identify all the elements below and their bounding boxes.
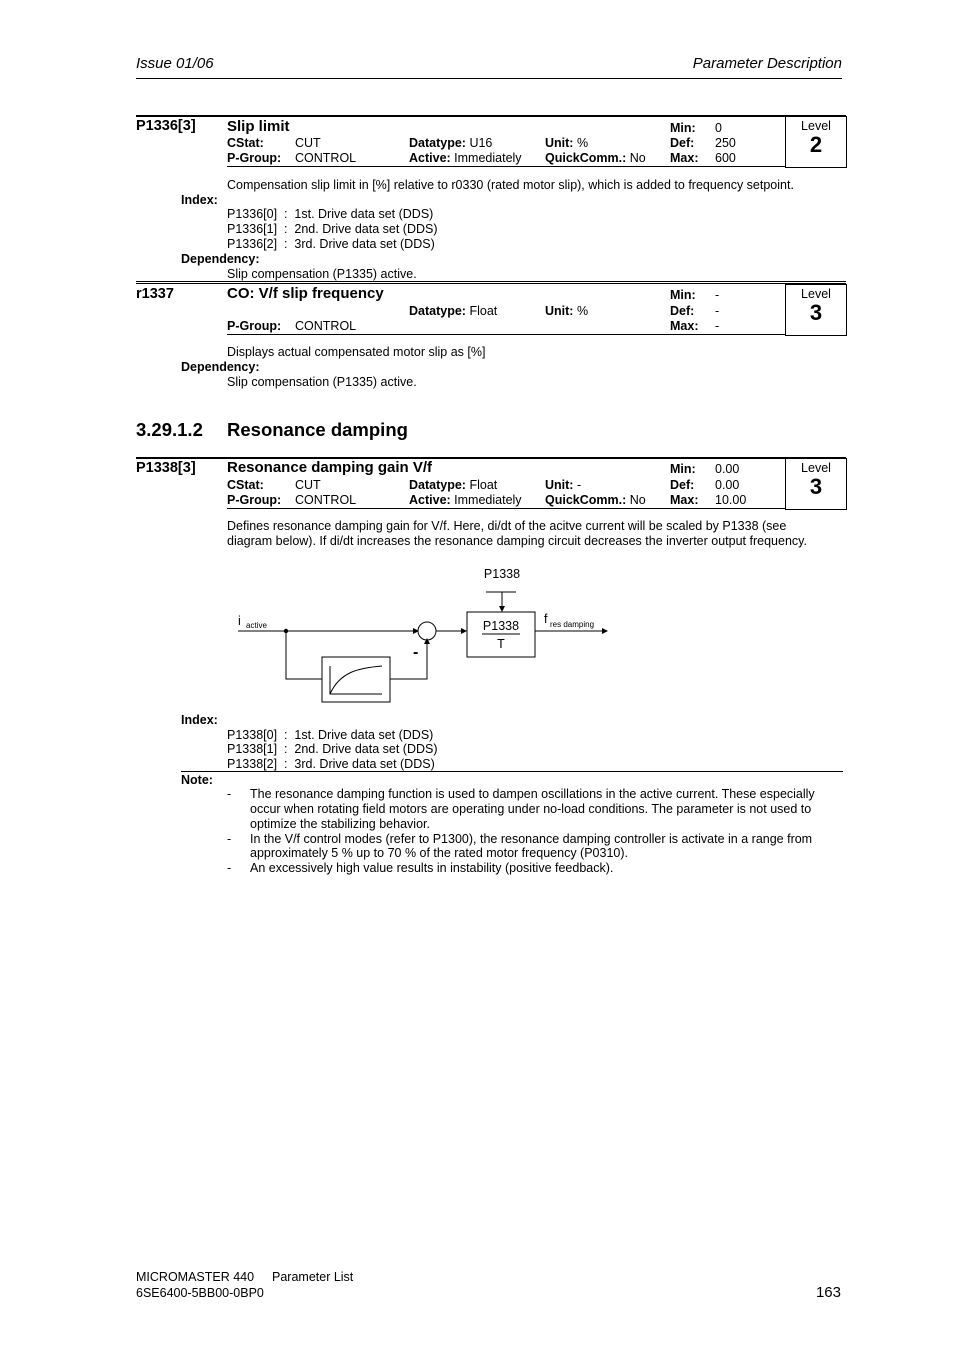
active-label: Active:: [409, 151, 451, 165]
input-signal-label: [238, 614, 241, 628]
param-title: Resonance damping gain V/f: [227, 459, 433, 476]
active-value: Immediately: [454, 493, 522, 507]
param-header-rule: [227, 508, 785, 509]
def-label: Def:: [670, 478, 695, 492]
header-issue: Issue 01/06: [136, 55, 214, 72]
index-item: P1336[0] : 1st. Drive data set (DDS): [227, 207, 434, 221]
note-line: The resonance damping function is used to dampen oscillations in the active current. These especially: [250, 787, 815, 801]
note-line: occur when rotating field motors are operating under no-load conditions. The parameter is not used to: [250, 802, 812, 816]
unit: [545, 136, 588, 150]
unit-label: Unit:: [545, 304, 574, 318]
max-label: Max:: [670, 493, 699, 507]
max-value: 10.00: [715, 493, 747, 507]
min-value: 0.00: [715, 462, 740, 476]
cstat-label: CStat:: [227, 478, 264, 492]
output-signal-sub: res damping: [550, 620, 595, 629]
quickcomm-label: QuickComm.:: [545, 493, 627, 507]
note-bullet: -: [227, 787, 232, 801]
quickcomm-value: No: [629, 493, 646, 507]
unit: [545, 478, 581, 492]
unit-value: %: [576, 304, 589, 318]
max-label: Max:: [670, 319, 699, 333]
index-item: P1338[0] : 1st. Drive data set (DDS): [227, 728, 434, 742]
param-title: CO: V/f slip frequency: [227, 285, 384, 302]
param-description-line: diagram below). If di/dt increases the resonance damping circuit decreases the inverter output frequency.: [227, 534, 807, 548]
param-id: P1338[3]: [136, 460, 196, 476]
pgroup-value: CONTROL: [295, 319, 357, 333]
transfer-block-denominator: T: [497, 637, 505, 651]
quickcomm-value: No: [629, 151, 646, 165]
note-line: An excessively high value results in instability (positive feedback).: [250, 861, 614, 875]
datatype-value: Float: [469, 478, 498, 492]
param-top-rule-2: [136, 283, 846, 284]
footer-product: MICROMASTER 440: [136, 1270, 255, 1284]
pgroup-label: P-Group:: [227, 151, 282, 165]
feedback-line-in: [286, 631, 322, 679]
index-item: P1338[2] : 3rd. Drive data set (DDS): [227, 757, 435, 771]
parameter-arrow-head: [499, 606, 505, 612]
min-label: Min:: [670, 462, 696, 476]
output-signal-main: f: [544, 612, 548, 626]
diagram-top-label: P1338: [483, 567, 521, 581]
header-rule: [136, 78, 842, 79]
max-label: Max:: [670, 151, 699, 165]
note-label: Note:: [181, 773, 213, 787]
section-title: Resonance damping: [227, 419, 408, 440]
minus-sign: -: [413, 644, 419, 661]
input-signal-main: i: [238, 614, 241, 628]
param-id: r1337: [136, 286, 174, 302]
min-label: Min:: [670, 288, 696, 302]
note-bullet: -: [227, 861, 232, 875]
datatype: [409, 304, 497, 318]
index-label: Index:: [181, 713, 218, 727]
filter-block: [322, 657, 390, 702]
min-value: -: [715, 288, 720, 302]
header-section-title: Parameter Description: [692, 55, 842, 72]
input-signal-sub: active: [246, 621, 267, 630]
max-value: -: [715, 319, 720, 333]
param-title: Slip limit: [227, 118, 290, 135]
page-number: 163: [815, 1284, 841, 1301]
level-label: Level: [801, 287, 831, 301]
level-number: 2: [809, 132, 823, 157]
summing-junction: [418, 622, 436, 640]
quickcomm: [545, 493, 646, 507]
param-top-rule: [136, 281, 846, 282]
level-label: Level: [801, 119, 831, 133]
level-box: [785, 116, 847, 168]
param-description-line: Defines resonance damping gain for V/f. Here, di/dt of the acitve current will be scaled by P1338 (see: [227, 519, 787, 533]
def-value: -: [715, 304, 720, 318]
level-box: [785, 284, 847, 336]
dependency-text: Slip compensation (P1335) active.: [227, 375, 417, 389]
index-item: P1338[1] : 2nd. Drive data set (DDS): [227, 742, 438, 756]
quickcomm-label: QuickComm.:: [545, 151, 627, 165]
output-arrow-head: [602, 628, 608, 634]
param-header-rule: [227, 334, 785, 335]
unit-label: Unit:: [545, 136, 574, 150]
def-value: 0.00: [715, 478, 740, 492]
datatype: [409, 478, 497, 492]
index-label: Index:: [181, 193, 218, 207]
transfer-block-numerator: P1338: [482, 619, 520, 633]
unit-value: -: [576, 478, 582, 492]
cstat-value: CUT: [295, 478, 321, 492]
param-top-rule: [136, 115, 846, 117]
level-box: [785, 458, 847, 510]
def-value: 250: [715, 136, 736, 150]
pgroup-value: CONTROL: [295, 151, 357, 165]
min-label: Min:: [670, 121, 696, 135]
dependency-text: Slip compensation (P1335) active.: [227, 267, 417, 281]
unit-value: %: [576, 136, 589, 150]
param-description: Compensation slip limit in [%] relative to r0330 (rated motor slip), which is added to frequency setpoint.: [227, 178, 794, 192]
block-arrow-head: [461, 628, 467, 634]
datatype-label: Datatype:: [409, 478, 466, 492]
datatype-value: Float: [469, 304, 498, 318]
unit-label: Unit:: [545, 478, 574, 492]
feedback-line-out: [390, 640, 427, 679]
cstat-label: CStat:: [227, 136, 264, 150]
resonance-damping-diagram: [220, 560, 640, 710]
param-id: P1336[3]: [136, 118, 196, 134]
footer-doc-type: Parameter List: [272, 1270, 354, 1284]
dependency-label: Dependency:: [181, 252, 260, 266]
level-number: 3: [809, 474, 823, 499]
def-label: Def:: [670, 136, 695, 150]
footer-order-number: 6SE6400-5BB00-0BP0: [136, 1286, 264, 1300]
unit: [545, 304, 588, 318]
datatype-label: Datatype:: [409, 304, 466, 318]
param-description: Displays actual compensated motor slip as [%]: [227, 345, 486, 359]
max-value: 600: [715, 151, 736, 165]
def-label: Def:: [670, 304, 695, 318]
pgroup-label: P-Group:: [227, 493, 282, 507]
pgroup-value: CONTROL: [295, 493, 357, 507]
note-line: optimize the stabilizing behavior.: [250, 817, 430, 831]
active: [409, 493, 522, 507]
active-value: Immediately: [454, 151, 522, 165]
index-item: P1336[2] : 3rd. Drive data set (DDS): [227, 237, 435, 251]
min-value: 0: [715, 121, 722, 135]
cstat-value: CUT: [295, 136, 321, 150]
quickcomm: [545, 151, 646, 165]
level-label: Level: [801, 461, 831, 475]
active: [409, 151, 522, 165]
datatype-label: Datatype:: [409, 136, 466, 150]
active-label: Active:: [409, 493, 451, 507]
datatype: [409, 136, 492, 150]
level-number: 3: [809, 300, 823, 325]
pgroup-label: P-Group:: [227, 319, 282, 333]
note-line: In the V/f control modes (refer to P1300), the resonance damping controller is activate in a range from: [250, 832, 813, 846]
note-bullet: -: [227, 832, 232, 846]
section-number: 3.29.1.2: [136, 419, 203, 440]
index-item: P1336[1] : 2nd. Drive data set (DDS): [227, 222, 438, 236]
datatype-value: U16: [469, 136, 493, 150]
dependency-label: Dependency:: [181, 360, 260, 374]
note-rule: [181, 771, 843, 772]
note-line: approximately 5 % up to 70 % of the rated motor frequency (P0310).: [250, 846, 628, 860]
param-header-rule: [227, 166, 785, 167]
